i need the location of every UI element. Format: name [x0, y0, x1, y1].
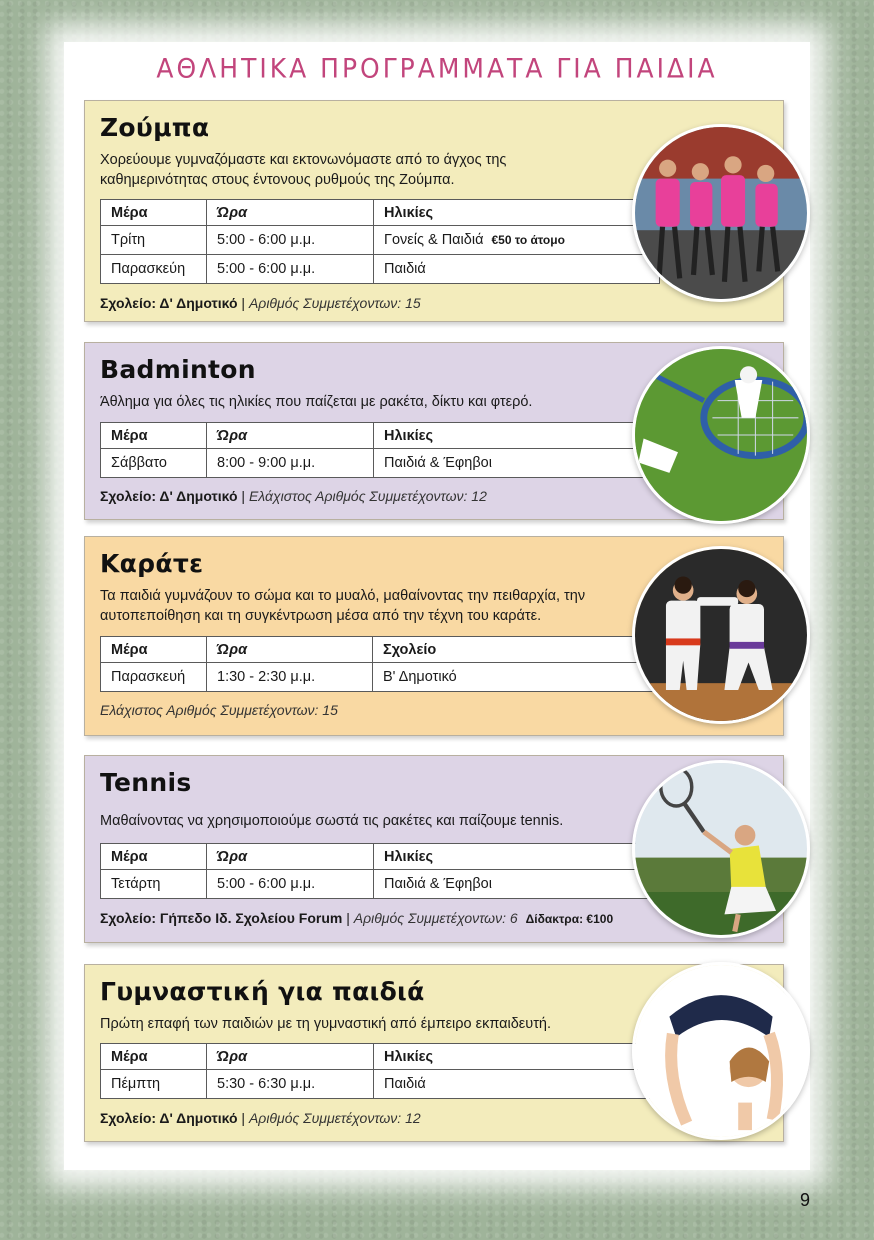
- cell-day: Πέμπτη: [101, 1070, 207, 1099]
- header-day: Μέρα: [101, 1044, 207, 1070]
- tennis-description: Μαθαίνοντας να χρησιμοποιούμε σωστά τις ρακέτες και παίζουμε tennis.: [100, 813, 564, 829]
- cell-time: 5:30 - 6:30 μ.μ.: [207, 1070, 374, 1099]
- header-day: Μέρα: [101, 200, 207, 226]
- table-row: [101, 870, 660, 899]
- page-number: 9: [799, 1190, 810, 1210]
- header-ages: Ηλικίες: [374, 844, 660, 870]
- footer-separator: |: [237, 295, 249, 311]
- badminton-schedule-table: [100, 422, 660, 478]
- karate-kids-illustration: [635, 549, 807, 721]
- karate-title: Καράτε: [100, 549, 204, 578]
- footer-participants: Αριθμός Συμμετέχοντων: 15: [248, 295, 421, 311]
- header-day: Μέρα: [101, 844, 207, 870]
- cell-day: Παρασκευή: [101, 663, 207, 692]
- header-time: Ώρα: [207, 637, 373, 663]
- fee-label: Δίδακτρα: €100: [525, 912, 614, 926]
- table-row: [101, 255, 660, 284]
- header-ages: Ηλικίες: [374, 200, 660, 226]
- header-day: Μέρα: [101, 637, 207, 663]
- badminton-racket-illustration: [635, 349, 807, 521]
- cell-time: 8:00 - 9:00 μ.μ.: [207, 449, 374, 478]
- gymnastics-title: Γυμναστική για παιδιά: [100, 977, 425, 1006]
- zumba-dancers-illustration: [635, 127, 807, 299]
- cell-time: 5:00 - 6:00 μ.μ.: [207, 226, 374, 255]
- footer-school: Σχολείο: Γήπεδο Ιδ. Σχολείου Forum: [100, 910, 343, 926]
- cell-ages: Παιδιά & Έφηβοι: [374, 870, 660, 899]
- cell-ages: Παιδιά: [374, 1070, 660, 1099]
- zumba-title: Ζούμπα: [100, 113, 210, 142]
- cell-ages-text: Γονείς & Παιδιά: [384, 232, 484, 248]
- gymnastics-schedule-table: [100, 1043, 660, 1099]
- header-time: Ώρα: [207, 844, 374, 870]
- footer-participants: Αριθμός Συμμετέχοντων: 6: [353, 910, 518, 926]
- footer-participants: Ελάχιστος Αριθμός Συμμετέχοντων: 15: [100, 702, 338, 718]
- zumba-schedule-table: [100, 199, 660, 284]
- header-ages: Ηλικίες: [374, 1044, 660, 1070]
- page-title: ΑΘΛΗΤΙΚΑ ΠΡΟΓΡΑΜΜΑΤΑ ΓΙΑ ΠΑΙΔΙΑ: [156, 52, 718, 85]
- zumba-footer: [100, 295, 783, 311]
- table-header-row: [101, 1044, 660, 1070]
- footer-school: Σχολείο: Δ' Δημοτικό: [100, 1110, 238, 1126]
- table-row: [101, 226, 660, 255]
- price-label: €50 το άτομο: [491, 233, 565, 247]
- table-header-row: [101, 844, 660, 870]
- header-ages: Ηλικίες: [374, 423, 660, 449]
- table-header-row: [101, 423, 660, 449]
- footer-school: Σχολείο: Δ' Δημοτικό: [100, 295, 238, 311]
- gymnastics-description: Πρώτη επαφή των παιδιών με τη γυμναστική από έμπειρο εκπαιδευτή.: [100, 1016, 552, 1032]
- header-school: Σχολείο: [373, 637, 660, 663]
- badminton-title: Badminton: [100, 355, 256, 384]
- header-time: Ώρα: [207, 1044, 374, 1070]
- cell-time: 5:00 - 6:00 μ.μ.: [207, 255, 374, 284]
- cell-time: 5:00 - 6:00 μ.μ.: [207, 870, 374, 899]
- cell-ages: Παιδιά: [374, 255, 660, 284]
- header-time: Ώρα: [207, 423, 374, 449]
- tennis-player-illustration: [635, 763, 807, 935]
- table-header-row: [101, 637, 660, 663]
- footer-school: Σχολείο: Δ' Δημοτικό: [100, 488, 238, 504]
- gymnastics-girl-illustration: [635, 965, 807, 1137]
- table-row: [101, 663, 660, 692]
- tennis-photo: [632, 760, 810, 938]
- footer-participants: Αριθμός Συμμετέχοντων: 12: [248, 1110, 421, 1126]
- badminton-description: Άθλημα για όλες τις ηλικίες που παίζεται με ρακέτα, δίκτυ και φτερό.: [100, 394, 533, 410]
- footer-separator: |: [237, 488, 249, 504]
- tennis-schedule-table: [100, 843, 660, 899]
- cell-day: Τετάρτη: [101, 870, 207, 899]
- cell-school: Β' Δημοτικό: [373, 663, 660, 692]
- header-day: Μέρα: [101, 423, 207, 449]
- table-row: [101, 449, 660, 478]
- cell-time: 1:30 - 2:30 μ.μ.: [207, 663, 373, 692]
- table-row: [101, 1070, 660, 1099]
- cell-day: Τρίτη: [101, 226, 207, 255]
- zumba-description: Χορεύουμε γυμναζόμαστε και εκτονωνόμαστε από το άγχος της καθημερινότητας στους έντονους ρυθμούς της Ζούμπα.: [100, 152, 507, 188]
- cell-ages: Παιδιά & Έφηβοι: [374, 449, 660, 478]
- footer-separator: |: [237, 1110, 249, 1126]
- tennis-title: Tennis: [100, 768, 192, 797]
- karate-photo: [632, 546, 810, 724]
- footer-separator: |: [342, 910, 354, 926]
- table-header-row: [101, 200, 660, 226]
- gymnastics-photo: [632, 962, 810, 1140]
- header-time: Ώρα: [207, 200, 374, 226]
- cell-ages: [374, 226, 660, 255]
- karate-description: Τα παιδιά γυμνάζουν το σώμα και το μυαλό, μαθαίνοντας την πειθαρχία, την αυτοπεποίθηση και τη συγκέντρωση μέσα από την τέχνη του καράτε.: [100, 588, 586, 624]
- footer-participants: Ελάχιστος Αριθμός Συμμετέχοντων: 12: [248, 488, 487, 504]
- zumba-photo: [632, 124, 810, 302]
- cell-day: Σάββατο: [101, 449, 207, 478]
- cell-day: Παρασκεύη: [101, 255, 207, 284]
- badminton-photo: [632, 346, 810, 524]
- karate-schedule-table: [100, 636, 660, 692]
